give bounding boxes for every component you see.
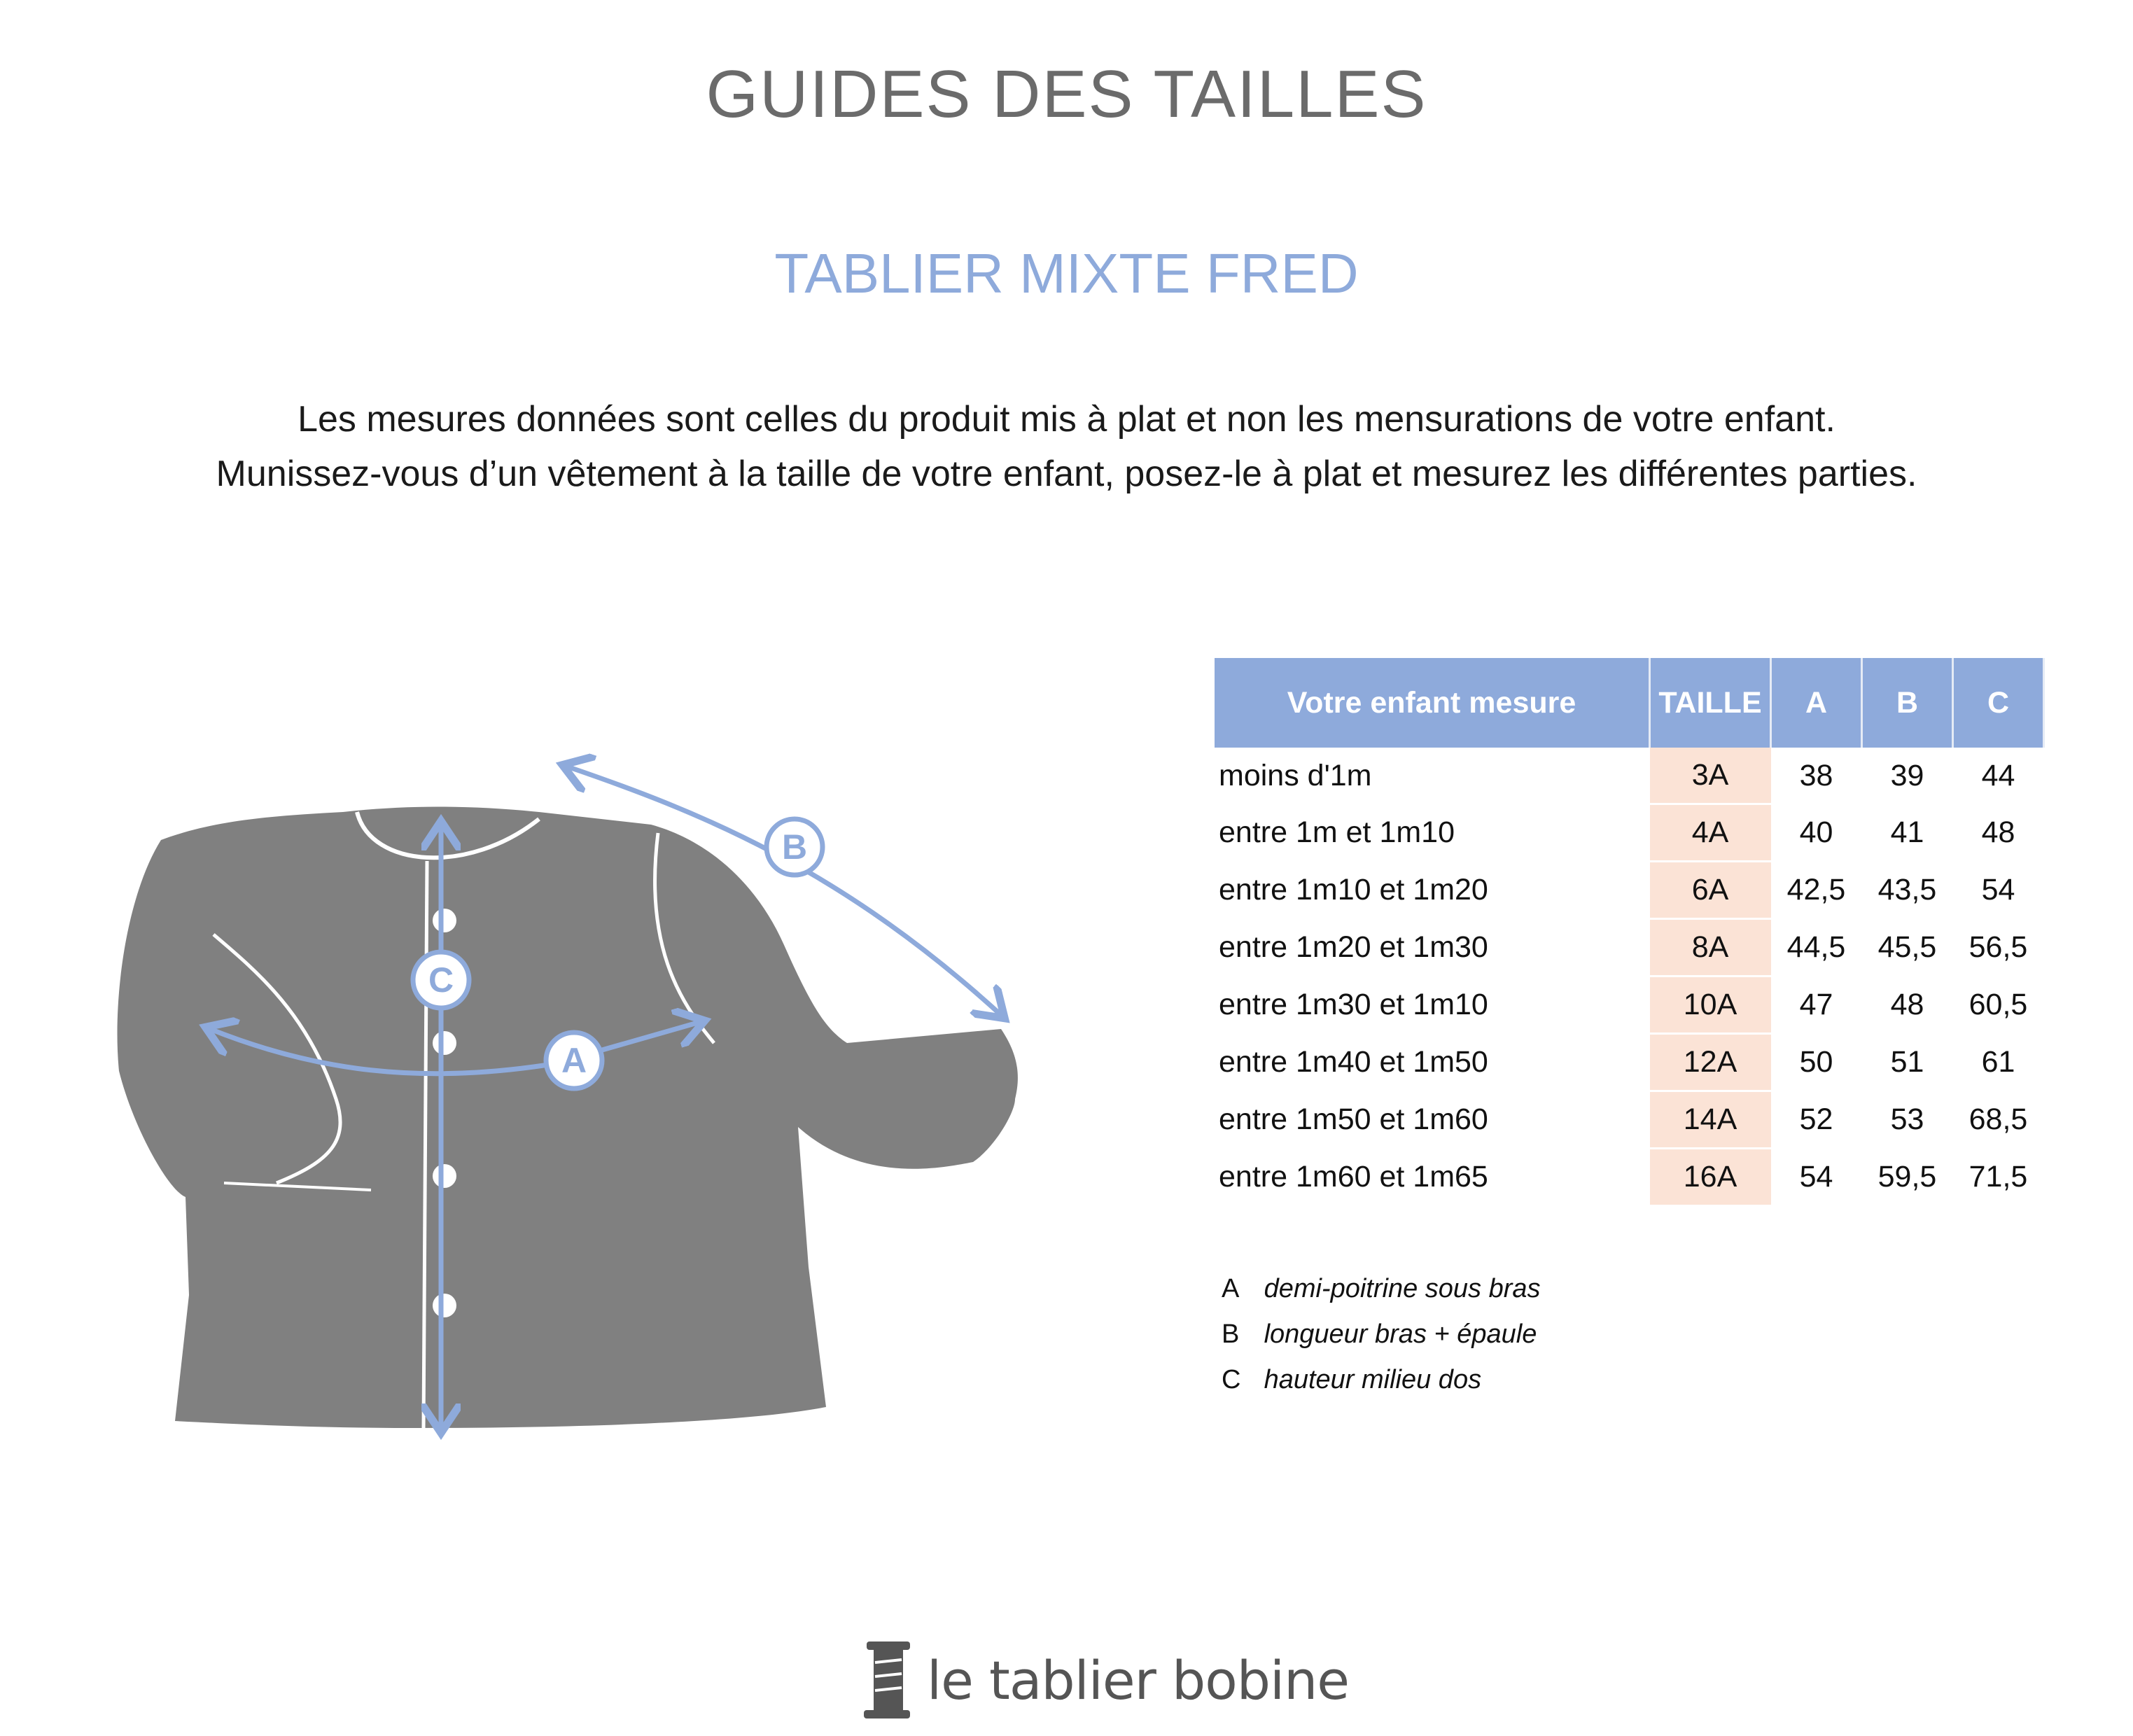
- label-c: C: [428, 960, 454, 1000]
- table-row: [1215, 1034, 2044, 1091]
- garment-diagram: [105, 735, 1029, 1463]
- cell-c: 61: [1981, 1045, 2015, 1079]
- cell-a: 47: [1799, 988, 1833, 1021]
- legend-text: hauteur milieu dos: [1264, 1365, 1482, 1394]
- brand-name: le tablier bobine: [927, 1648, 1350, 1712]
- spool-icon: [861, 1638, 917, 1722]
- cell-b: 39: [1890, 758, 1924, 792]
- apron-shape: [118, 807, 1018, 1429]
- cell-taille: 8A: [1650, 919, 1771, 976]
- legend-key: C: [1222, 1365, 1241, 1394]
- legend-text: longueur bras + épaule: [1264, 1320, 1537, 1349]
- header-mesure: Votre enfant mesure: [1215, 658, 1650, 748]
- cell-taille: 3A: [1650, 748, 1771, 804]
- header-b: B: [1862, 658, 1953, 748]
- cell-mesure: entre 1m60 et 1m65: [1219, 1160, 1488, 1194]
- cell-a: 40: [1799, 816, 1833, 849]
- cell-taille: 16A: [1650, 1149, 1771, 1206]
- cell-a: 54: [1799, 1160, 1833, 1194]
- cell-a: 42,5: [1786, 873, 1846, 906]
- legend-key: B: [1222, 1320, 1240, 1349]
- cell-b: 48: [1890, 988, 1924, 1021]
- cell-a: 52: [1799, 1102, 1833, 1136]
- cell-taille: 10A: [1650, 976, 1771, 1034]
- cell-mesure: entre 1m30 et 1m10: [1219, 988, 1488, 1021]
- header-a: A: [1771, 658, 1862, 748]
- intro-line-1: Les mesures données sont celles du produit mis à plat et non les mensurations de votre enfant.: [298, 399, 1835, 440]
- intro-line-2: Munissez-vous d’un vêtement à la taille de votre enfant, posez-le à plat et mesurez les différentes parties.: [216, 454, 1917, 494]
- cell-a: 38: [1799, 758, 1833, 792]
- size-table: [1215, 658, 2045, 1207]
- cell-c: 44: [1981, 758, 2015, 792]
- cell-mesure: moins d'1m: [1219, 758, 1372, 792]
- intro-text: [0, 392, 2133, 501]
- brand-logo[interactable]: [861, 1634, 1349, 1726]
- cell-a: 50: [1799, 1045, 1833, 1079]
- label-b: B: [781, 827, 808, 867]
- cell-b: 41: [1890, 816, 1924, 849]
- header-c: C: [1953, 658, 2044, 748]
- table-row: [1215, 804, 2044, 862]
- cell-taille: 12A: [1650, 1034, 1771, 1091]
- table-row: [1215, 1149, 2044, 1206]
- cell-taille: 6A: [1650, 862, 1771, 919]
- cell-c: 71,5: [1968, 1160, 2028, 1194]
- cell-mesure: entre 1m10 et 1m20: [1219, 873, 1488, 906]
- table-row: [1215, 1091, 2044, 1149]
- product-title: TABLIER MIXTE FRED: [774, 242, 1359, 304]
- table-row: [1215, 919, 2044, 976]
- cell-b: 59,5: [1877, 1160, 1937, 1194]
- table-header-row: [1215, 658, 2044, 748]
- legend-text: demi-poitrine sous bras: [1264, 1274, 1541, 1303]
- legend-key: A: [1222, 1274, 1240, 1303]
- measurement-legend: [1222, 1274, 1541, 1410]
- cell-mesure: entre 1m et 1m10: [1219, 816, 1455, 849]
- cell-b: 43,5: [1877, 873, 1937, 906]
- cell-c: 48: [1981, 816, 2015, 849]
- cell-c: 60,5: [1968, 988, 2028, 1021]
- table-row: [1215, 748, 2044, 804]
- cell-mesure: entre 1m40 et 1m50: [1219, 1045, 1488, 1079]
- label-a: A: [561, 1041, 587, 1080]
- cell-a: 44,5: [1786, 930, 1846, 964]
- cell-taille: 14A: [1650, 1091, 1771, 1149]
- legend-item: [1222, 1365, 1541, 1410]
- cell-taille: 4A: [1650, 804, 1771, 862]
- header-taille: TAILLE: [1650, 658, 1771, 748]
- cell-mesure: entre 1m20 et 1m30: [1219, 930, 1488, 964]
- legend-item: [1222, 1320, 1541, 1365]
- cell-b: 45,5: [1877, 930, 1937, 964]
- cell-mesure: entre 1m50 et 1m60: [1219, 1102, 1488, 1136]
- cell-c: 54: [1981, 873, 2015, 906]
- table-row: [1215, 862, 2044, 919]
- cell-c: 68,5: [1968, 1102, 2028, 1136]
- table-row: [1215, 976, 2044, 1034]
- legend-item: [1222, 1274, 1541, 1320]
- cell-b: 53: [1890, 1102, 1924, 1136]
- page-title: GUIDES DES TAILLES: [706, 57, 1427, 132]
- cell-c: 56,5: [1968, 930, 2028, 964]
- cell-b: 51: [1890, 1045, 1924, 1079]
